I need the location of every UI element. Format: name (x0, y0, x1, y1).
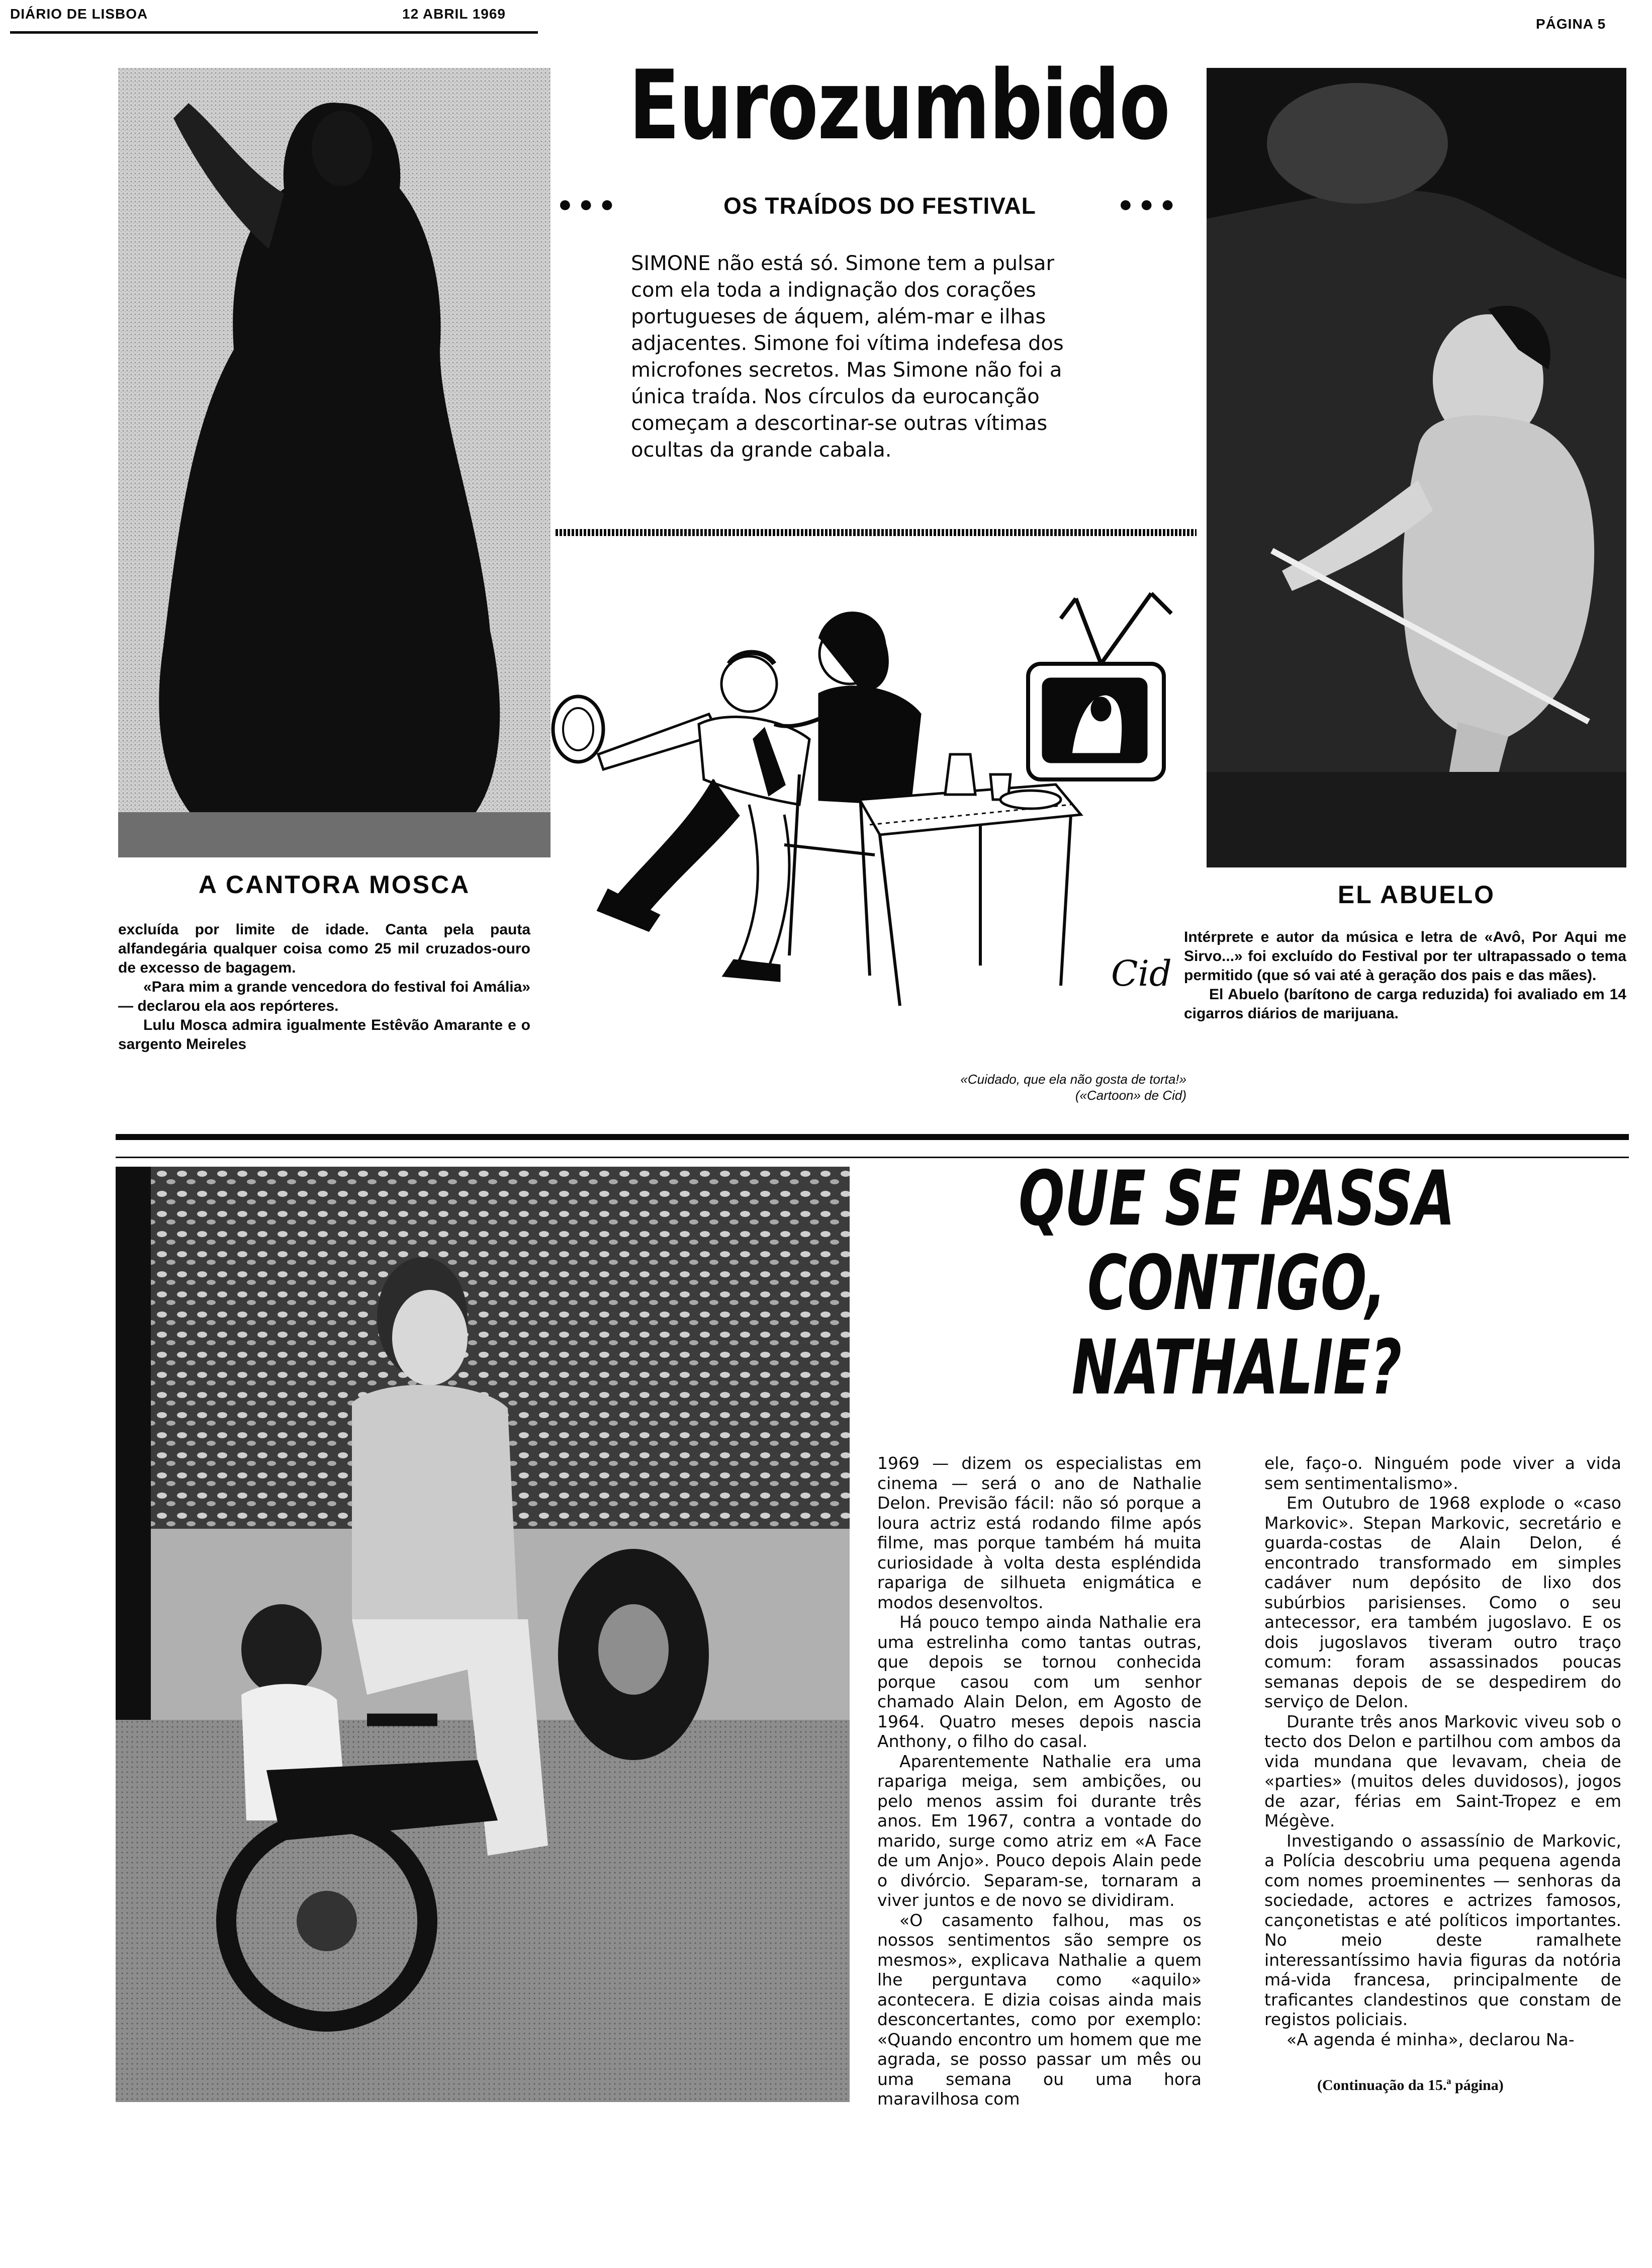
article-paragraph: 1969 — dizem os especialistas em cinema — será o ano de Nathalie Delon. Previsão fácil: não só porque a loura actriz está rodando filme após filme, mas porque também há muita curiosidade à volta desta espléndida rapariga de silhueta enigmática e modos desenvoltos. (877, 1453, 1202, 1612)
feature-title-line: NATHALIE? (1071, 1324, 1402, 1412)
issue-date: 12 ABRIL 1969 (402, 6, 506, 22)
caption-paragraph: El Abuelo (barítono de carga reduzida) foi avaliado em 14 cigarros diários de marijuana. (1184, 986, 1626, 1022)
cartoon-illustration (548, 563, 1197, 1016)
article-paragraph: Aparentemente Nathalie era uma rapariga meiga, sem ambições, ou pelo menos assim foi durante três anos. Em 1967, contra a vontade do marido, surge como atriz em «A Face de um Anjo». Pouco depois Alain pede o divórcio. Separam-se, tornaram a viver juntos e de novo se dividiram. (877, 1751, 1202, 1910)
kicker-heading: OS TRAÍDOS DO FESTIVAL (723, 193, 1036, 219)
el-abuelo-caption-title: EL ABUELO (1337, 881, 1496, 909)
cartoon-caption-quote: «Cuidado, que ela não gosta de torta!» (960, 1072, 1186, 1087)
lead-line: com ela toda a indignação dos corações (631, 279, 1036, 302)
article-paragraph: Em Outubro de 1968 explode o «caso Markovic». Stepan Markovic, secretário e guarda-costas de Alain Delon, é encontrado transformado em simples cadáver num depósito de lixo dos subúrbios parisienses. Como o seu antecessor, era também jugoslavo. E os dois jugoslavos tiveram outro traço comum: foram assassinados poucas semanas depois de se despedirem do serviço de Delon. (1264, 1493, 1621, 1711)
lead-line: SIMONE não está só. Simone tem a pulsar (631, 252, 1055, 275)
article-column-1 (877, 1453, 1202, 2109)
dots-ornament-right: ●●● (1119, 191, 1182, 217)
caption-paragraph: Lulu Mosca admira igualmente Estêvão Amarante e o sargento Meireles (118, 1017, 530, 1053)
article-paragraph: Investigando o assassínio de Markovic, a Polícia descobriu uma pequena agenda com nomes proeminentes — senhoras da sociedade, actores e actrizes famosos, cançonetistas e até políticos importantes. No meio deste ramalhete interessantíssimo havia figuras da notória má-vida francesa, principalmente de traficantes clandestinos que constam de registos policiais. (1264, 1830, 1621, 2029)
lead-line: única traída. Nos círculos da eurocanção (631, 385, 1040, 408)
singer-caption-text (118, 920, 530, 1054)
nathalie-family-photo (116, 1167, 850, 2102)
cartoon-caption-credit: («Cartoon» de Cid) (1075, 1088, 1186, 1103)
article-paragraph: «A agenda é minha», declarou Na- (1287, 2029, 1575, 2049)
cartoon-signature: Cid (1111, 953, 1172, 994)
feature-title (983, 1157, 1490, 1410)
el-abuelo-photo (1207, 68, 1626, 867)
lead-paragraph (631, 250, 1134, 464)
lead-line: ocultas da grande cabala. (631, 439, 892, 462)
el-abuelo-caption-text (1184, 928, 1626, 1023)
cartoon-caption (744, 1071, 1186, 1103)
caption-paragraph: excluída por limite de idade. Canta pela pauta alfandegária qualquer coisa como 25 mil cruzados-ouro de excesso de bagagem. (118, 921, 530, 976)
caption-paragraph: «Para mim a grande vencedora do festival foi Amália» — declarou ela aos repórteres. (118, 979, 530, 1014)
decorative-separator (556, 529, 1197, 536)
article-paragraph: Durante três anos Markovic viveu sob o tecto dos Delon e partilhou com ambos da vida mundana que levavam, cheia de «parties» (muitos deles duvidosos), jogos de azar, férias em Saint-Tropez e em Mégève. (1264, 1711, 1621, 1830)
lead-line: microfones secretos. Mas Simone não foi a (631, 359, 1062, 382)
lead-line: começam a descortinar-se outras vítimas (631, 412, 1048, 435)
dots-ornament-left: ●●● (558, 191, 621, 217)
caption-paragraph: Intérprete e autor da música e letra de «Avô, Por Aqui me Sirvo...» foi excluído do Festival por ter ultrapassado o tema permitido (que só vai até à geração dos pais e das mães). (1184, 929, 1626, 984)
page-number: PÁGINA 5 (1536, 16, 1606, 32)
section-title: Eurozumbido (628, 50, 1170, 161)
article-paragraph: Há pouco tempo ainda Nathalie era uma estrelinha como tantas outras, que depois se tornou conhecida porque casou com um senhor chamado Alain Delon, em Agosto de 1964. Quatro meses depois nascia Anthony, o filho do casal. (877, 1612, 1202, 1751)
article-column-2 (1264, 1453, 1621, 2049)
article-paragraph: «O casamento falhou, mas os nossos sentimentos são sempre os mesmos», explicava Nathalie a quem lhe perguntava como «aquilo» acontecera. E dizia coisas ainda mais desconcertantes, como por exemplo: «Quando encontro um homem que me agrada, se posso passar um mês ou uma semana ou uma hora maravilhosa com (877, 1910, 1202, 2109)
section-divider (116, 1134, 1629, 1140)
feature-title-line: CONTIGO, (1087, 1240, 1387, 1327)
continuation-note: (Continuação da 15.ª página) (1317, 2077, 1504, 2093)
header-rule (10, 31, 538, 34)
article-paragraph: ele, faço-o. Ninguém pode viver a vida sem sentimentalismo». (1264, 1453, 1621, 1493)
feature-title-line: QUE SE PASSA (1018, 1155, 1455, 1243)
lead-line: adjacentes. Simone foi vítima indefesa dos (631, 332, 1064, 355)
lead-line: portugueses de áquem, além-mar e ilhas (631, 305, 1046, 328)
singer-photo (118, 68, 550, 857)
singer-caption-title: A CANTORA MOSCA (198, 870, 471, 899)
newspaper-name: DIÁRIO DE LISBOA (10, 6, 148, 22)
